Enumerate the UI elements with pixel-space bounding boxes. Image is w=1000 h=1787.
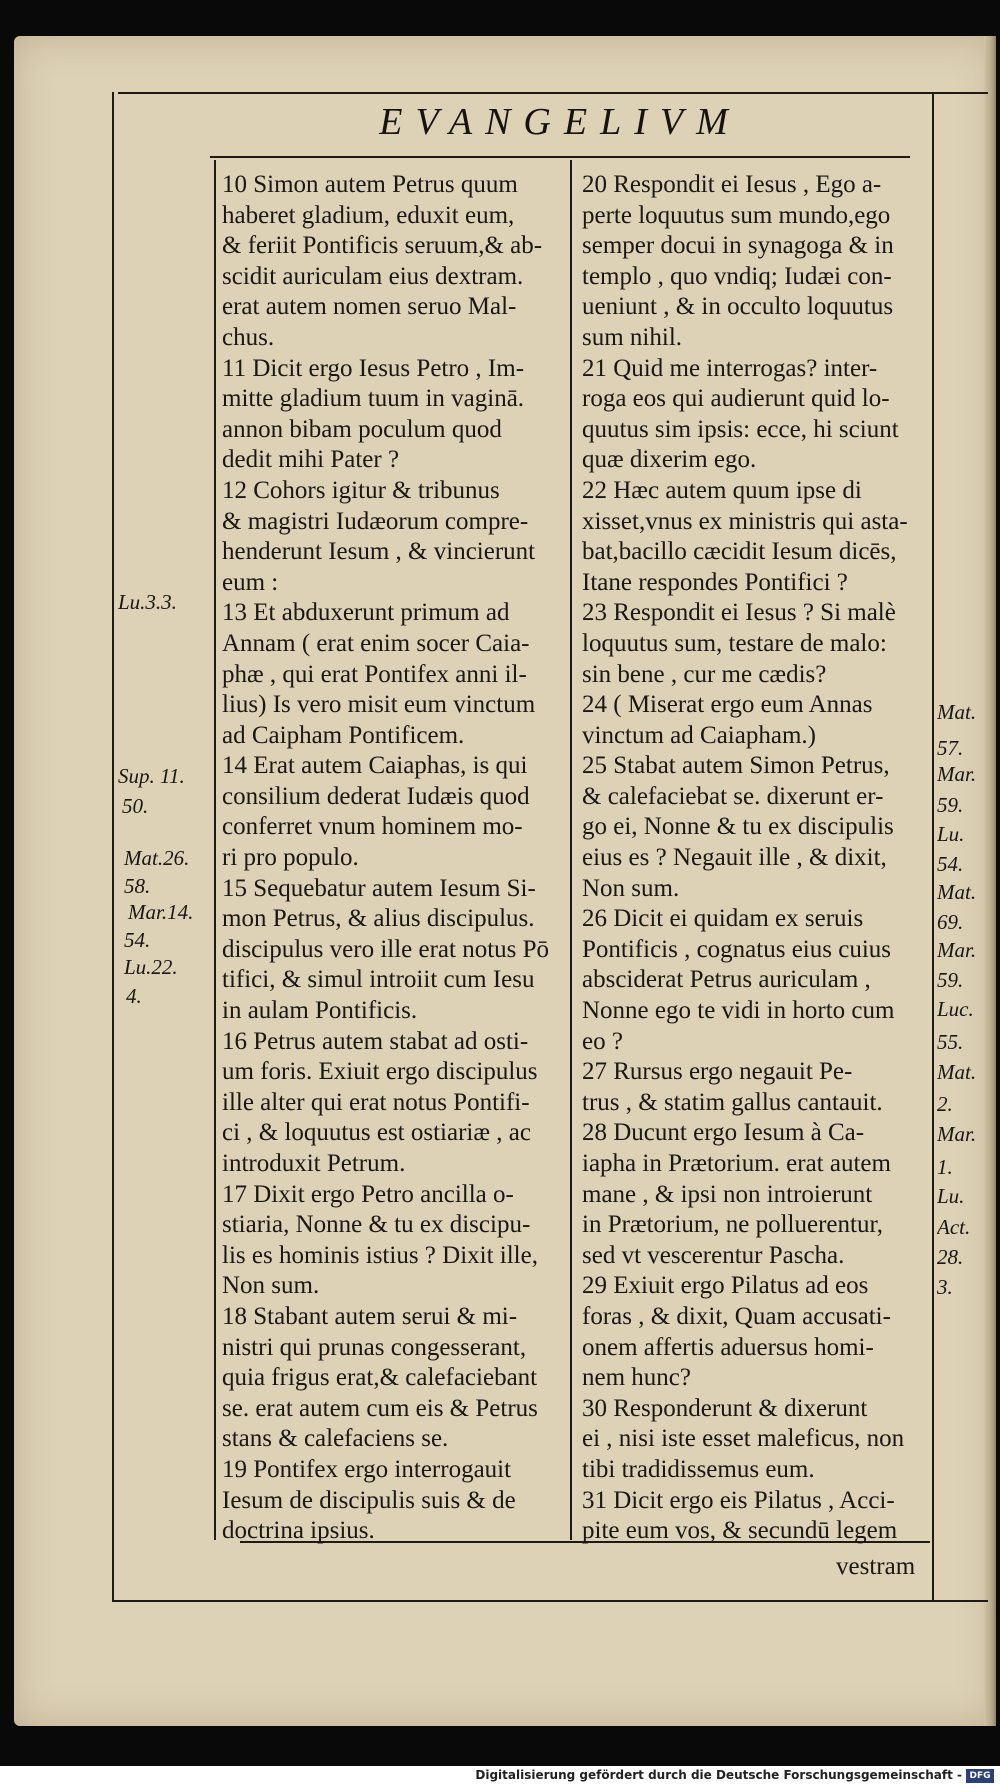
text-line: introduxit Petrum. (222, 1150, 406, 1177)
text-line: semper docui in synagoga & in (582, 232, 894, 260)
text-line: quutus sim ipsis: ecce, hi sciunt (582, 415, 899, 443)
text-line: ri pro populo. (222, 844, 359, 872)
text-line: foras , & dixit, Quam accusati- (582, 1302, 891, 1330)
footer-credit: Digitalisierung gefördert durch die Deutsche Forschungsgemeinschaft - (475, 1768, 962, 1782)
text-line: ci , & loquutus est ostiariæ , ac (222, 1119, 531, 1147)
text-line: eius es ? Negauit ille , & dixit, (582, 844, 887, 872)
text-line: iapha in Prætorium. erat autem (582, 1150, 891, 1177)
text-line: in Prætorium, ne polluerentur, (582, 1211, 884, 1239)
text-line: haberet gladium, eduxit eum, (222, 201, 515, 229)
text-line: & feriit Pontificis seruum,& ab- (222, 232, 543, 260)
text-line: sed vt vescerentur Pascha. (582, 1241, 845, 1269)
margin-note: 54. (124, 928, 151, 952)
margin-note: 54. (937, 852, 964, 876)
margin-note: Lu. (937, 1184, 965, 1208)
text-line: pite eum vos, & secundū legem (582, 1517, 898, 1545)
text-line: discipulus vero ille erat notus Pō (222, 935, 550, 963)
text-line: lius) Is vero misit eum vinctum (222, 691, 536, 719)
text-line: 31 Dicit ergo eis Pilatus , Acci- (582, 1486, 895, 1514)
margin-note: 4. (126, 984, 142, 1008)
text-line: lis es hominis istius ? Dixit ille, (222, 1241, 538, 1269)
text-line: onem affertis aduersus homi- (582, 1333, 874, 1361)
margin-note: Sup. 11. (118, 764, 185, 788)
margin-note: 55. (937, 1030, 964, 1054)
text-line: ad Caipham Pontificem. (222, 721, 465, 749)
margin-note: Lu.3.3. (118, 590, 177, 614)
text-line: ille alter qui erat notus Pontifi- (222, 1088, 530, 1116)
text-line: se. erat autem cum eis & Petrus (222, 1394, 538, 1422)
text-line: trus , & statim gallus cantauit. (582, 1088, 883, 1116)
text-line: Iesum de discipulis suis & de (222, 1486, 516, 1514)
margin-note: Lu.22. (124, 955, 178, 979)
margin-note: 3. (937, 1275, 953, 1299)
text-line: mon Petrus, & alius discipulus. (222, 905, 535, 933)
text-line: ueniunt , & in occulto loquutus (582, 293, 894, 321)
text-line: 12 Cohors igitur & tribunus (222, 476, 500, 504)
text-line: 14 Erat autem Caiaphas, is qui (222, 752, 528, 780)
head-rule (210, 156, 910, 158)
text-line: 13 Et abduxerunt primum ad (222, 599, 510, 627)
margin-note: Mat.26. (124, 846, 190, 870)
margin-note: 1. (937, 1155, 953, 1179)
text-line: templo , quo vndiq; Iudæi con- (582, 262, 892, 290)
margin-note: Lu. (937, 822, 965, 846)
column-rule-left (214, 160, 216, 1540)
margin-note: Mat. (937, 880, 977, 904)
margin-note: Mat. (937, 700, 977, 724)
text-line: ei , nisi iste esset maleficus, non (582, 1425, 905, 1453)
margin-note: 69. (937, 910, 964, 934)
text-line: roga eos qui audierunt quid lo- (582, 385, 890, 413)
margin-note: Mar.14. (128, 900, 194, 924)
text-line: perte loquutus sum mundo,ego (582, 201, 891, 229)
text-line: 19 Pontifex ergo interrogauit (222, 1455, 512, 1483)
text-line: phæ , qui erat Pontifex anni il- (222, 660, 527, 688)
text-line: loquutus sum, testare de malo: (582, 629, 887, 657)
text-line: Annam ( erat enim socer Caia- (222, 629, 530, 657)
margin-note: 58. (124, 874, 151, 898)
text-line: doctrina ipsius. (222, 1517, 375, 1545)
text-line: um foris. Exiuit ergo discipulus (222, 1058, 538, 1086)
text-line: mitte gladium tuum in vaginā. (222, 385, 525, 413)
margin-note: 57. (937, 736, 964, 760)
text-line: 17 Dixit ergo Petro ancilla o- (222, 1180, 514, 1208)
text-line: 10 Simon autem Petrus quum (222, 171, 518, 198)
text-line: sum nihil. (582, 323, 683, 351)
margin-note: Mar. (937, 762, 977, 786)
outer-left-rule (112, 92, 114, 1602)
column-divider (570, 160, 572, 1540)
text-line: nistri qui prunas congesserant, (222, 1333, 527, 1361)
text-line: & calefaciebat se. dixerunt er- (582, 782, 884, 810)
text-line: 22 Hæc autem quum ipse di (582, 476, 862, 504)
text-line: scidit auriculam eius dextram. (222, 262, 524, 290)
text-line: Itane respondes Pontifici ? (582, 568, 848, 596)
text-line: annon bibam poculum quod (222, 415, 502, 443)
text-line: tibi tradidissemus eum. (582, 1455, 815, 1483)
text-line: conferret vnum hominem mo- (222, 813, 523, 841)
text-line: 11 Dicit ergo Iesus Petro , Im- (222, 354, 525, 382)
text-line: mane , & ipsi non introierunt (582, 1180, 873, 1208)
text-line: 24 ( Miserat ergo eum Annas (582, 691, 873, 719)
text-line: chus. (222, 323, 275, 351)
text-line: sin bene , cur me cædis? (582, 660, 827, 688)
text-line: Nonne ego te vidi in horto cum (582, 997, 895, 1025)
text-line: stiaria, Nonne & tu ex discipu- (222, 1211, 531, 1239)
text-line: nem hunc? (582, 1364, 691, 1392)
margin-note: 59. (937, 793, 964, 817)
top-rule (118, 92, 988, 94)
text-line: 25 Stabat autem Simon Petrus, (582, 752, 890, 780)
text-line: Non sum. (582, 874, 680, 902)
text-line: 26 Dicit ei quidam ex seruis (582, 905, 864, 933)
text-line: consilium dederat Iudæis quod (222, 782, 530, 810)
margin-note: Mar. (937, 1122, 977, 1146)
margin-note: Mar. (937, 938, 977, 962)
running-head: EVANGELIVM (379, 101, 741, 143)
text-line: & magistri Iudæorum compre- (222, 507, 529, 535)
margin-note: Act. (937, 1215, 971, 1239)
dfg-logo: DFG (966, 1769, 994, 1783)
text-line: 23 Respondit ei Iesus ? Si malè (582, 599, 896, 627)
text-column-right (582, 170, 930, 1547)
text-line: bat,bacillo cæcidit Iesum dicēs, (582, 538, 897, 566)
text-line: absciderat Petrus auriculam , (582, 966, 871, 994)
text-line: 30 Responderunt & dixerunt (582, 1394, 868, 1422)
text-line: 20 Respondit ei Iesus , Ego a- (582, 171, 882, 198)
digitization-footer (0, 1766, 1000, 1787)
margin-note: 28. (937, 1245, 964, 1269)
text-line: henderunt Iesum , & vincierunt (222, 538, 536, 566)
text-line: 16 Petrus autem stabat ad osti- (222, 1027, 529, 1055)
text-line: eo ? (582, 1027, 623, 1055)
margin-note: Luc. (937, 997, 974, 1021)
text-line: 21 Quid me interrogas? inter- (582, 354, 878, 382)
text-line: 27 Rursus ergo negauit Pe- (582, 1058, 853, 1086)
margin-note: 59. (937, 968, 964, 992)
text-line: erat autem nomen seruo Mal- (222, 293, 517, 321)
text-line: tifici, & simul introiit cum Iesu (222, 966, 535, 994)
text-line: Non sum. (222, 1272, 320, 1300)
text-line: in aulam Pontificis. (222, 997, 418, 1025)
text-line: Pontificis , cognatus eius cuius (582, 935, 891, 963)
margin-note: 2. (937, 1092, 953, 1116)
text-line: quia frigus erat,& calefaciebant (222, 1364, 538, 1392)
text-line: 28 Ducunt ergo Iesum à Ca- (582, 1119, 865, 1147)
text-line: 29 Exiuit ergo Pilatus ad eos (582, 1272, 869, 1300)
text-column-left (222, 170, 562, 1547)
outer-right-rule (932, 92, 934, 1602)
text-line: xisset,vnus ex ministris qui asta- (582, 507, 908, 535)
catchword: vestram (836, 1553, 916, 1580)
text-line: stans & calefaciens se. (222, 1425, 449, 1453)
text-line: 15 Sequebatur autem Iesum Si- (222, 874, 536, 902)
margin-note: 50. (122, 794, 149, 818)
text-line: 18 Stabant autem serui & mi- (222, 1302, 518, 1330)
text-line: dedit mihi Pater ? (222, 446, 400, 474)
text-line: quæ dixerim ego. (582, 446, 757, 474)
text-line: go ei, Nonne & tu ex discipulis (582, 813, 894, 841)
text-line: eum : (222, 568, 279, 596)
text-line: vinctum ad Caiapham.) (582, 721, 816, 749)
margin-note: Mat. (937, 1060, 977, 1084)
base-rule (112, 1600, 988, 1602)
